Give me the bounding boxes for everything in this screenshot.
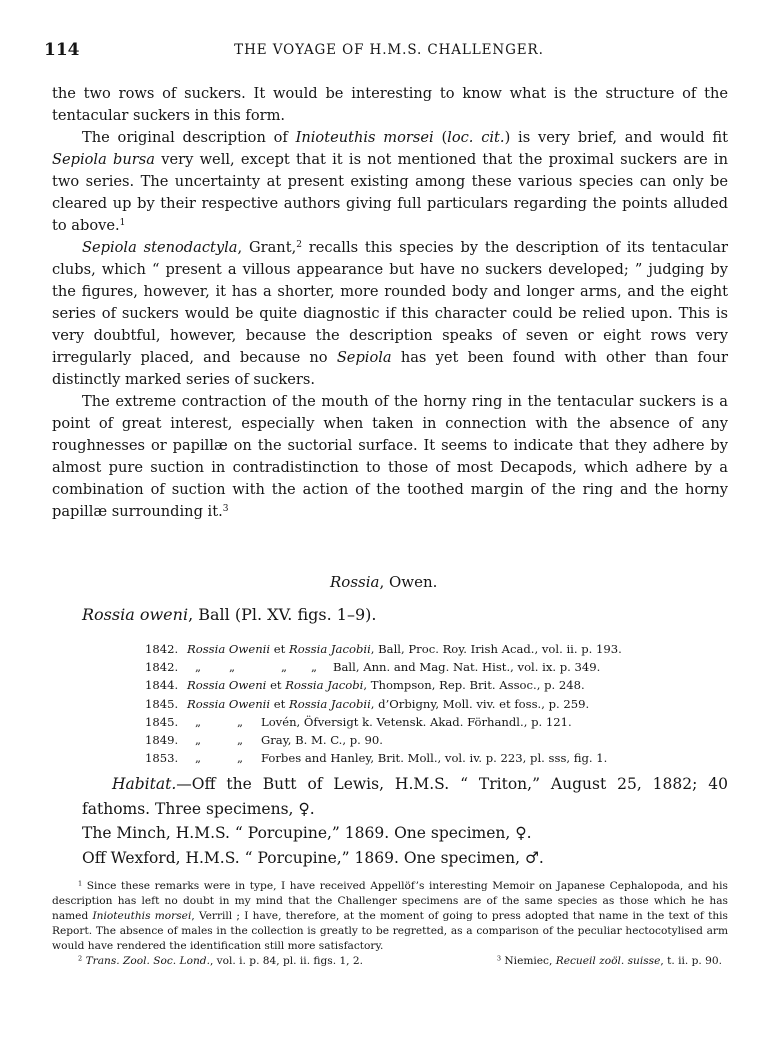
synonymy-entry: 1842. Rossia Owenii et Rossia Jacobii, Ball, Proc. Roy. Irish Acad., vol. ii. p. 193.	[145, 642, 622, 656]
footnote-2: $^2$ Trans. Zool. Soc. Lond., vol. i. p. 84, pl. ii. figs. 1, 2.	[78, 954, 364, 967]
footnote-ref-2: 2	[296, 240, 302, 251]
genus-heading: Rossia, Owen.	[330, 573, 438, 591]
footnote-3: $^3$ Niemiec, Recueil zoöl. suisse, t. ii. p. 90.	[496, 954, 722, 967]
footnote-row	[52, 954, 728, 969]
synonymy-entry: 1842. „ „ „ „ Ball, Ann. and Mag. Nat. Hist., vol. ix. p. 349.	[145, 660, 601, 675]
paragraph-1: the two rows of suckers. It would be interesting to know what is the structure of the tentacular suckers in this form.	[52, 85, 728, 124]
synonymy-list	[145, 640, 715, 767]
footnote-1: $^1$ Since these remarks were in type, I have received Appellöf’s interesting Memoir on Japanese Cephalopoda, and his description has left no doubt in my mind that the Challenger specimens are of the same species as those which he has named Inioteuthis morsei, Verrill ; I have, therefore, at the moment of going to press adopted that name in the text of this Report. The absence of males in the collection is greatly to be regretted, as a comparison of the peculiar hectocotylised arm would have rendered the identification still more satisfactory.	[52, 879, 728, 952]
running-title: THE VOYAGE OF H.M.S. CHALLENGER.	[234, 42, 544, 58]
habitat-line-2: The Minch, H.M.S. “ Porcupine,” 1869. One specimen, ♀.	[82, 824, 532, 842]
synonymy-entry: 1844. Rossia Oweni et Rossia Jacobi, Thompson, Rep. Brit. Assoc., p. 248.	[145, 678, 585, 693]
habitat-line-3: Off Wexford, H.M.S. “ Porcupine,” 1869. One specimen, ♂.	[82, 848, 544, 867]
synonymy-entry: 1849. „ „ Gray, B. M. C., p. 90.	[145, 733, 383, 748]
synonymy-entry: 1845. „ „ Lovén, Öfversigt k. Vetensk. Akad. Förhandl., p. 121.	[145, 714, 572, 729]
species-heading: Rossia oweni, Ball (Pl. XV. figs. 1–9).	[82, 605, 377, 624]
body-text	[52, 83, 728, 523]
synonymy-entry: 1845. Rossia Owenii et Rossia Jacobii, d’Orbigny, Moll. viv. et foss., p. 259.	[145, 696, 590, 711]
paragraph-4: The extreme contraction of the mouth of the horny ring in the tentacular suckers is a point of great interest, especially when taken in connection with the absence of any roughnesses or papillæ on the suctorial surface. It seems to indicate that they adhere by almost pure suction in contradistinction to those of most Decapods, which adhere by a combination of suction with the action of the toothed margin of the ring and the horny papillæ surrounding it.$^3$	[52, 393, 728, 520]
footnote-ref-3: 3	[222, 504, 229, 515]
paragraph-3: Sepiola stenodactyla, Grant,$^2$ recalls this species by the description of its tentacular clubs, which “ present a villous appearance but have no suckers developed; ” judging by the figures, however, it has a shorter, more rounded body and longer arms, and the eight series of suckers would be quite diagnostic if this character could be relied upon. This is very doubtful, however, because the description speaks of seven or eight rows very irregularly placed, and because no Sepiola has yet been found with other than four distinctly marked series of suckers.	[52, 239, 728, 388]
paragraph-2: The original description of Inioteuthis morsei (loc. cit.) is very brief, and would fit Sepiola bursa very well, except that it is not mentioned that the proximal suckers are in two series. The uncertainty at present existing among these various species can only be cleared up by their respective authors giving full particulars regarding the points alluded to above.$^1$	[52, 129, 728, 234]
synonymy-entry: 1853. „ „ Forbes and Hanley, Brit. Moll., vol. iv. p. 223, pl. sss, fig. 1.	[145, 751, 608, 766]
habitat-section	[52, 772, 728, 870]
habitat-line-1: Habitat.—Off the Butt of Lewis, H.M.S. “ Triton,” August 25, 1882; 40 fathoms. Three specimens, ♀.	[82, 775, 728, 818]
page-number: 114	[44, 40, 80, 60]
page-header	[44, 40, 734, 62]
footnote-ref-1: 1	[119, 218, 126, 229]
footnotes	[52, 879, 728, 969]
